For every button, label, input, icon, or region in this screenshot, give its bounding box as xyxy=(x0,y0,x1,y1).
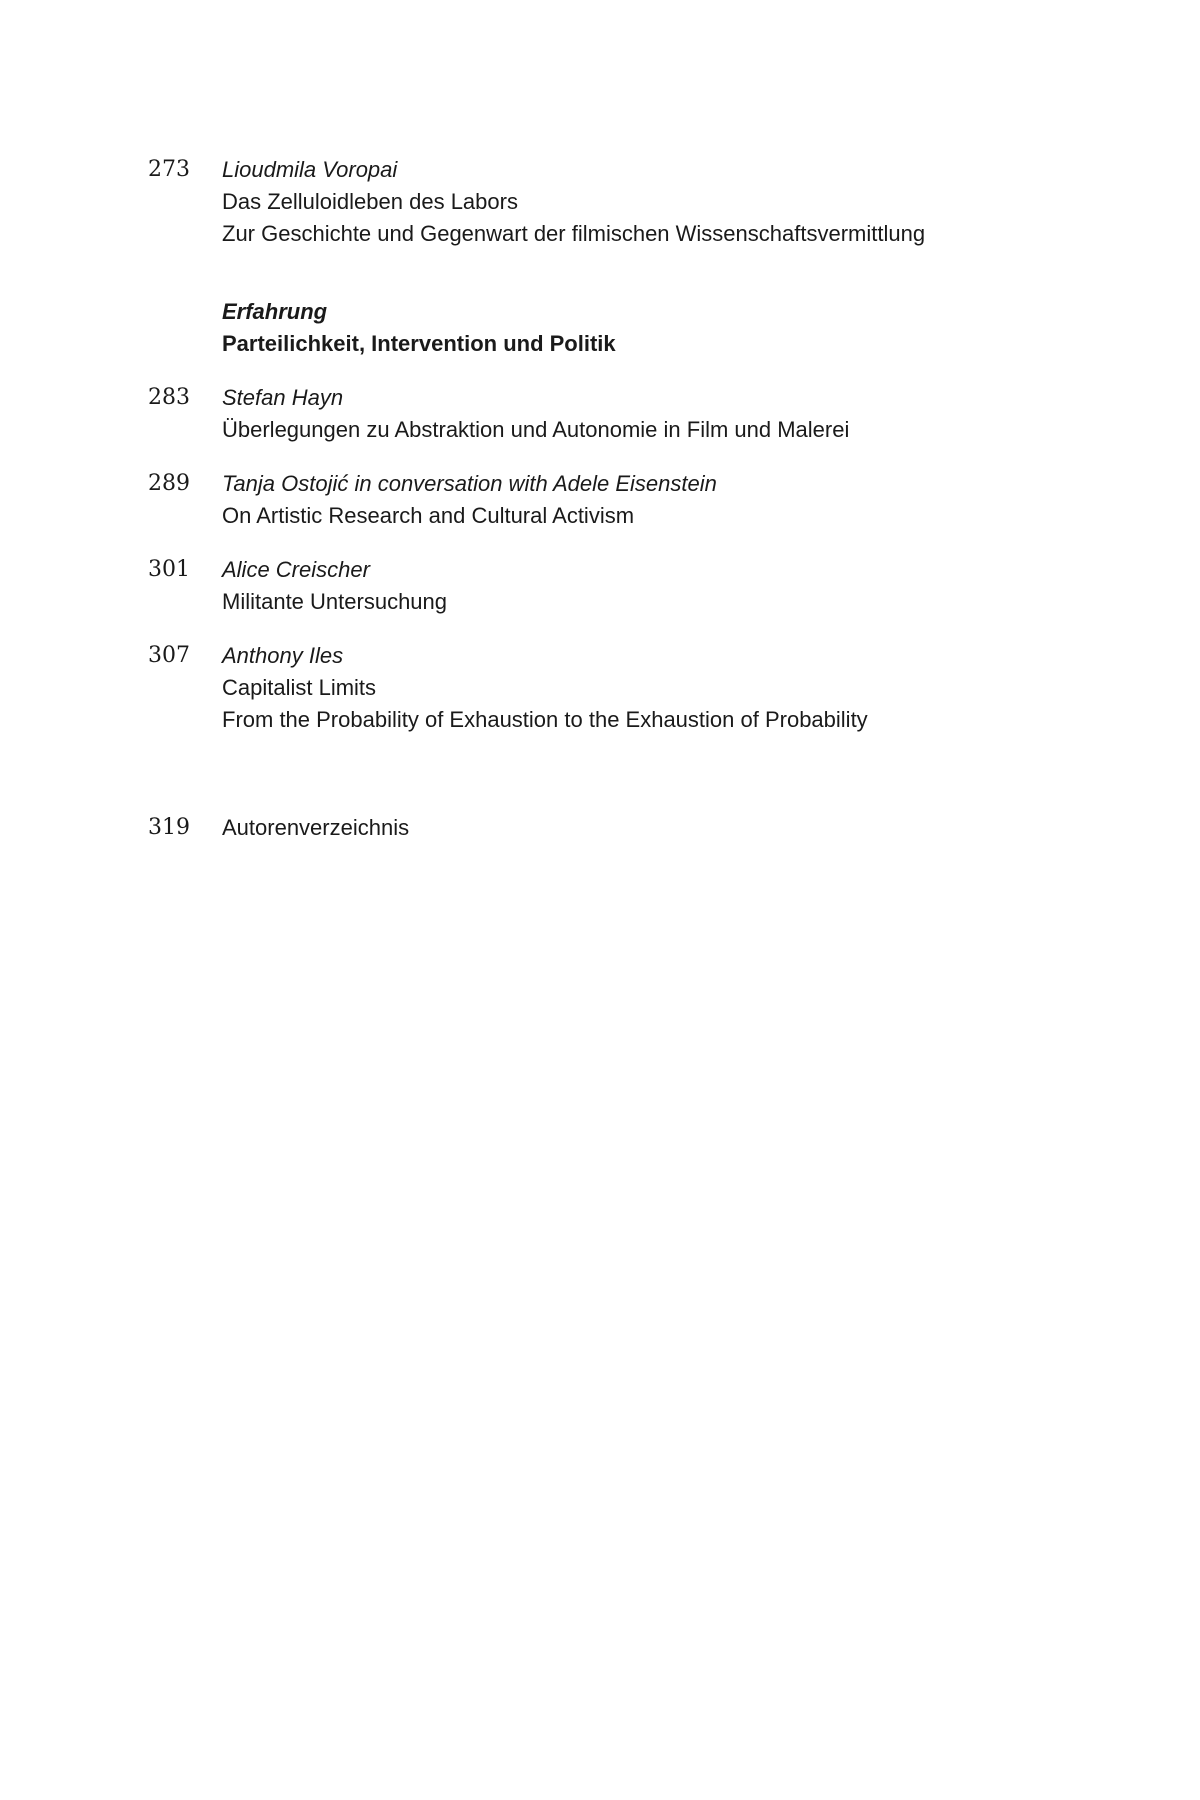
page-number: 307 xyxy=(148,643,190,668)
page-number: 301 xyxy=(148,557,190,582)
entry-author: Stefan Hayn xyxy=(222,385,344,410)
page-number: 289 xyxy=(148,471,190,496)
entry-author: Tanja Ostojić in conversation with Adele Eisenstein xyxy=(222,471,717,496)
entry-title: On Artistic Research and Cultural Activism xyxy=(222,503,635,528)
entry-title: Militante Untersuchung xyxy=(222,589,448,614)
section-title: Erfahrung xyxy=(222,299,328,324)
entry-subtitle: Zur Geschichte und Gegenwart der filmischen Wissenschaftsvermittlung xyxy=(222,221,926,246)
page-number: 283 xyxy=(148,385,190,410)
entry-subtitle: From the Probability of Exhaustion to the Exhaustion of Probability xyxy=(222,707,868,732)
entry-author: Anthony Iles xyxy=(222,643,344,668)
entry-title: Das Zelluloidleben des Labors xyxy=(222,189,518,214)
entry-title: Überlegungen zu Abstraktion und Autonomie in Film und Malerei xyxy=(222,417,850,442)
entry-title: Autorenverzeichnis xyxy=(222,815,410,840)
page-number: 273 xyxy=(148,157,190,182)
entry-author: Alice Creischer xyxy=(222,557,370,582)
section-subtitle: Parteilichkeit, Intervention und Politik xyxy=(222,331,616,356)
entry-author: Lioudmila Voropai xyxy=(222,157,398,182)
entry-title: Capitalist Limits xyxy=(222,675,377,700)
page-number: 319 xyxy=(148,815,190,840)
